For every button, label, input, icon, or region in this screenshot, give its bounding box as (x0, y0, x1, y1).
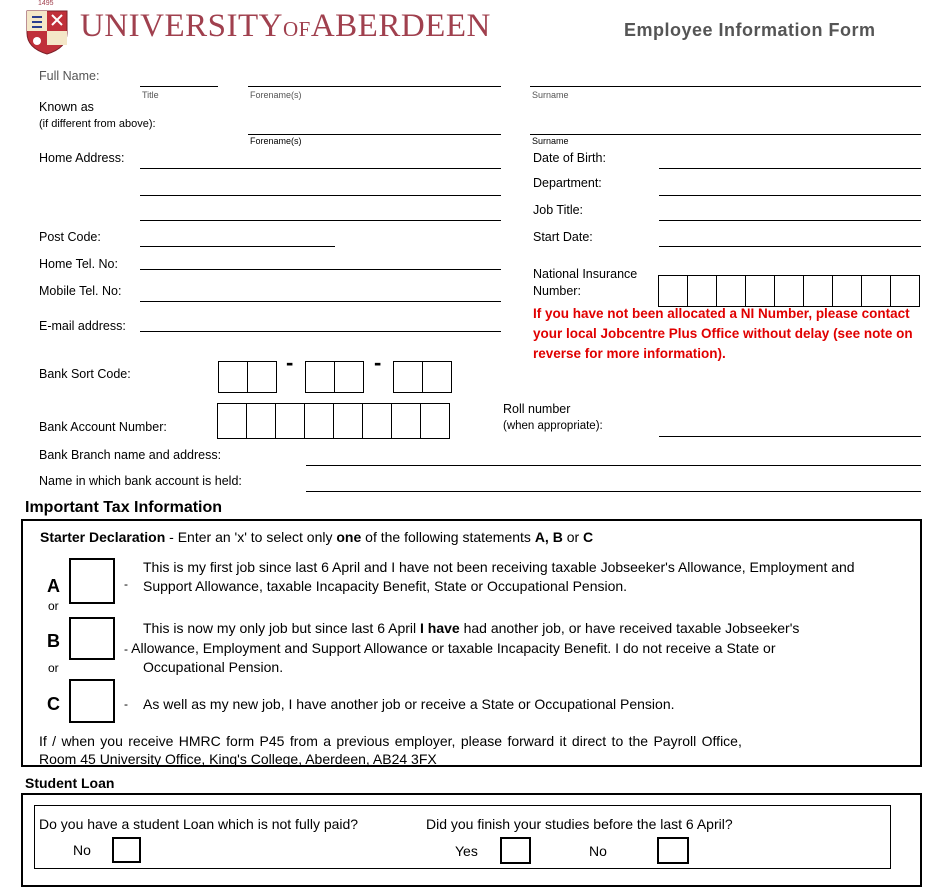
sort-code-box[interactable] (306, 362, 335, 392)
letter-a: A (47, 576, 60, 596)
home-address-label: Home Address: (39, 151, 125, 165)
option-c-checkbox[interactable] (69, 679, 115, 723)
account-box[interactable] (276, 404, 305, 438)
university-crest (24, 3, 70, 55)
loan-q1-no-checkbox[interactable] (112, 837, 141, 863)
account-number-label: Bank Account Number: (39, 420, 167, 434)
starter-ab: A, B (534, 529, 563, 545)
tax-heading: Important Tax Information (25, 499, 223, 516)
starter-text-2: of the following statements (361, 529, 535, 545)
loan-question-1: Do you have a student Loan which is not fully paid? (39, 816, 359, 832)
ni-box[interactable] (688, 276, 717, 306)
student-loan-heading: Student Loan (25, 775, 115, 791)
department-field[interactable] (659, 195, 921, 196)
account-box[interactable] (421, 404, 449, 438)
student-loan-inner-box (34, 805, 891, 869)
forename-hint: Forename(s) (250, 90, 302, 100)
statement-b-part-3: Allowance, Employment and Support Allowance or taxable Incapacity Benefit. I do not receive a State or (131, 640, 776, 656)
department-label: Department: (533, 176, 602, 190)
title-field[interactable] (140, 86, 218, 87)
account-box[interactable] (247, 404, 276, 438)
address-line-1[interactable] (140, 168, 501, 169)
wordmark-of: OF (282, 17, 311, 41)
ni-box[interactable] (804, 276, 833, 306)
mobile-tel-field[interactable] (140, 301, 501, 302)
loan-question-2: Did you finish your studies before the last 6 April? (426, 816, 733, 832)
job-title-label: Job Title: (533, 203, 584, 217)
p45-note-line-2: Room 45 University Office, King's College, Aberdeen, AB24 3FX (39, 751, 437, 767)
sort-code-label: Bank Sort Code: (39, 367, 131, 381)
title-hint: Title (142, 90, 159, 100)
statement-b-bold: I have (420, 620, 460, 636)
dash-b: - (124, 642, 128, 656)
post-code-field[interactable] (140, 246, 335, 247)
dob-field[interactable] (659, 168, 921, 169)
known-as-forename-field[interactable] (248, 134, 501, 135)
known-as-note: (if different from above): (39, 118, 156, 130)
start-date-field[interactable] (659, 246, 921, 247)
branch-label: Bank Branch name and address: (39, 448, 222, 462)
crest-year: 1495 (38, 0, 54, 7)
forename-field[interactable] (248, 86, 501, 87)
p45-note-line-1: If / when you receive HMRC form P45 from a previous employer, please forward it direct to the Payroll Office, (39, 733, 742, 749)
ni-number-boxes[interactable] (658, 275, 920, 307)
starter-c: C (583, 529, 594, 545)
statement-b-line-2 (124, 640, 776, 656)
sort-code-group-2[interactable] (305, 361, 364, 393)
roll-number-label: Roll number (503, 402, 571, 416)
email-label: E-mail address: (39, 319, 126, 333)
surname-hint: Surname (532, 90, 569, 100)
ni-label: National Insurance (533, 267, 638, 281)
sort-code-box[interactable] (219, 362, 248, 392)
sort-code-box[interactable] (248, 362, 276, 392)
ni-box[interactable] (775, 276, 804, 306)
sort-code-box[interactable] (394, 362, 423, 392)
statement-c: As well as my new job, I have another job or receive a State or Occupational Pension. (143, 696, 675, 712)
roll-number-note: (when appropriate): (503, 420, 603, 432)
wordmark-university: UNIVERSITY (80, 8, 283, 44)
statement-b-line-3: Occupational Pension. (143, 659, 284, 675)
account-box[interactable] (392, 404, 421, 438)
post-code-label: Post Code: (39, 230, 101, 244)
loan-q2-yes-label: Yes (455, 843, 478, 859)
account-box[interactable] (363, 404, 392, 438)
ni-box[interactable] (833, 276, 862, 306)
loan-q2-no-label: No (589, 843, 607, 859)
mobile-tel-label: Mobile Tel. No: (39, 284, 122, 298)
starter-one: one (336, 529, 362, 545)
loan-q2-yes-checkbox[interactable] (500, 837, 531, 864)
starter-declaration (40, 529, 593, 545)
statement-b-part-2: had another job, or have received taxable Jobseeker's (459, 620, 800, 636)
ni-warning: If you have not been allocated a NI Number, please contact your local Jobcentre Plus Office without delay (see note on reverse for more information). (533, 306, 913, 361)
statement-a: This is my first job since last 6 April and I have not been receiving taxable Jobseeker's Allowance, Employment and Support Allowance, taxable Incapacity Benefit, State or Occupational Pension. (143, 559, 855, 594)
starter-or: or (562, 529, 584, 545)
known-as-surname-hint: Surname (532, 136, 569, 146)
ni-box[interactable] (717, 276, 746, 306)
sort-code-box[interactable] (423, 362, 451, 392)
account-name-field[interactable] (306, 491, 921, 492)
branch-field[interactable] (306, 465, 921, 466)
starter-text-1: - Enter an 'x' to select only (165, 529, 337, 545)
surname-field[interactable] (530, 86, 921, 87)
statement-b-part-1: This is now my only job but since last 6 April (143, 620, 421, 636)
or-bc: or (48, 661, 59, 675)
loan-q1-no-label: No (73, 842, 91, 858)
ni-box[interactable] (862, 276, 891, 306)
address-line-3[interactable] (140, 220, 501, 221)
form-title: Employee Information Form (624, 20, 876, 40)
roll-number-field[interactable] (659, 436, 921, 437)
or-ab: or (48, 599, 59, 613)
dash-a: - (124, 577, 128, 591)
option-a-checkbox[interactable] (69, 558, 115, 604)
full-name-label: Full Name: (39, 69, 100, 83)
job-title-field[interactable] (659, 220, 921, 221)
known-as-forename-hint: Forename(s) (250, 136, 302, 146)
letter-b: B (47, 631, 60, 651)
option-b-checkbox[interactable] (69, 617, 115, 660)
ni-box[interactable] (891, 276, 919, 306)
account-number-boxes[interactable] (217, 403, 450, 439)
dash-c: - (124, 697, 128, 711)
dob-label: Date of Birth: (533, 151, 606, 165)
sort-code-box[interactable] (335, 362, 363, 392)
account-name-label: Name in which bank account is held: (39, 474, 242, 488)
home-tel-label: Home Tel. No: (39, 257, 118, 271)
known-as-label: Known as (39, 100, 94, 114)
statement-b (143, 620, 799, 636)
home-tel-field[interactable] (140, 269, 501, 270)
address-line-2[interactable] (140, 195, 501, 196)
ni-box[interactable] (659, 276, 688, 306)
sort-code-dash-2: - (374, 350, 382, 375)
starter-title: Starter Declaration (40, 529, 166, 545)
sort-code-group-1[interactable] (218, 361, 277, 393)
known-as-surname-field[interactable] (530, 134, 921, 135)
ni-box[interactable] (746, 276, 775, 306)
university-name (80, 8, 491, 45)
account-box[interactable] (218, 404, 247, 438)
ni-label-number: Number: (533, 284, 581, 298)
account-box[interactable] (334, 404, 363, 438)
sort-code-group-3[interactable] (393, 361, 452, 393)
account-box[interactable] (305, 404, 334, 438)
loan-q2-no-checkbox[interactable] (657, 837, 689, 864)
start-date-label: Start Date: (533, 230, 593, 244)
sort-code-dash-1: - (286, 350, 294, 375)
wordmark-city: ABERDEEN (310, 8, 491, 44)
email-field[interactable] (140, 331, 501, 332)
letter-c: C (47, 694, 60, 714)
